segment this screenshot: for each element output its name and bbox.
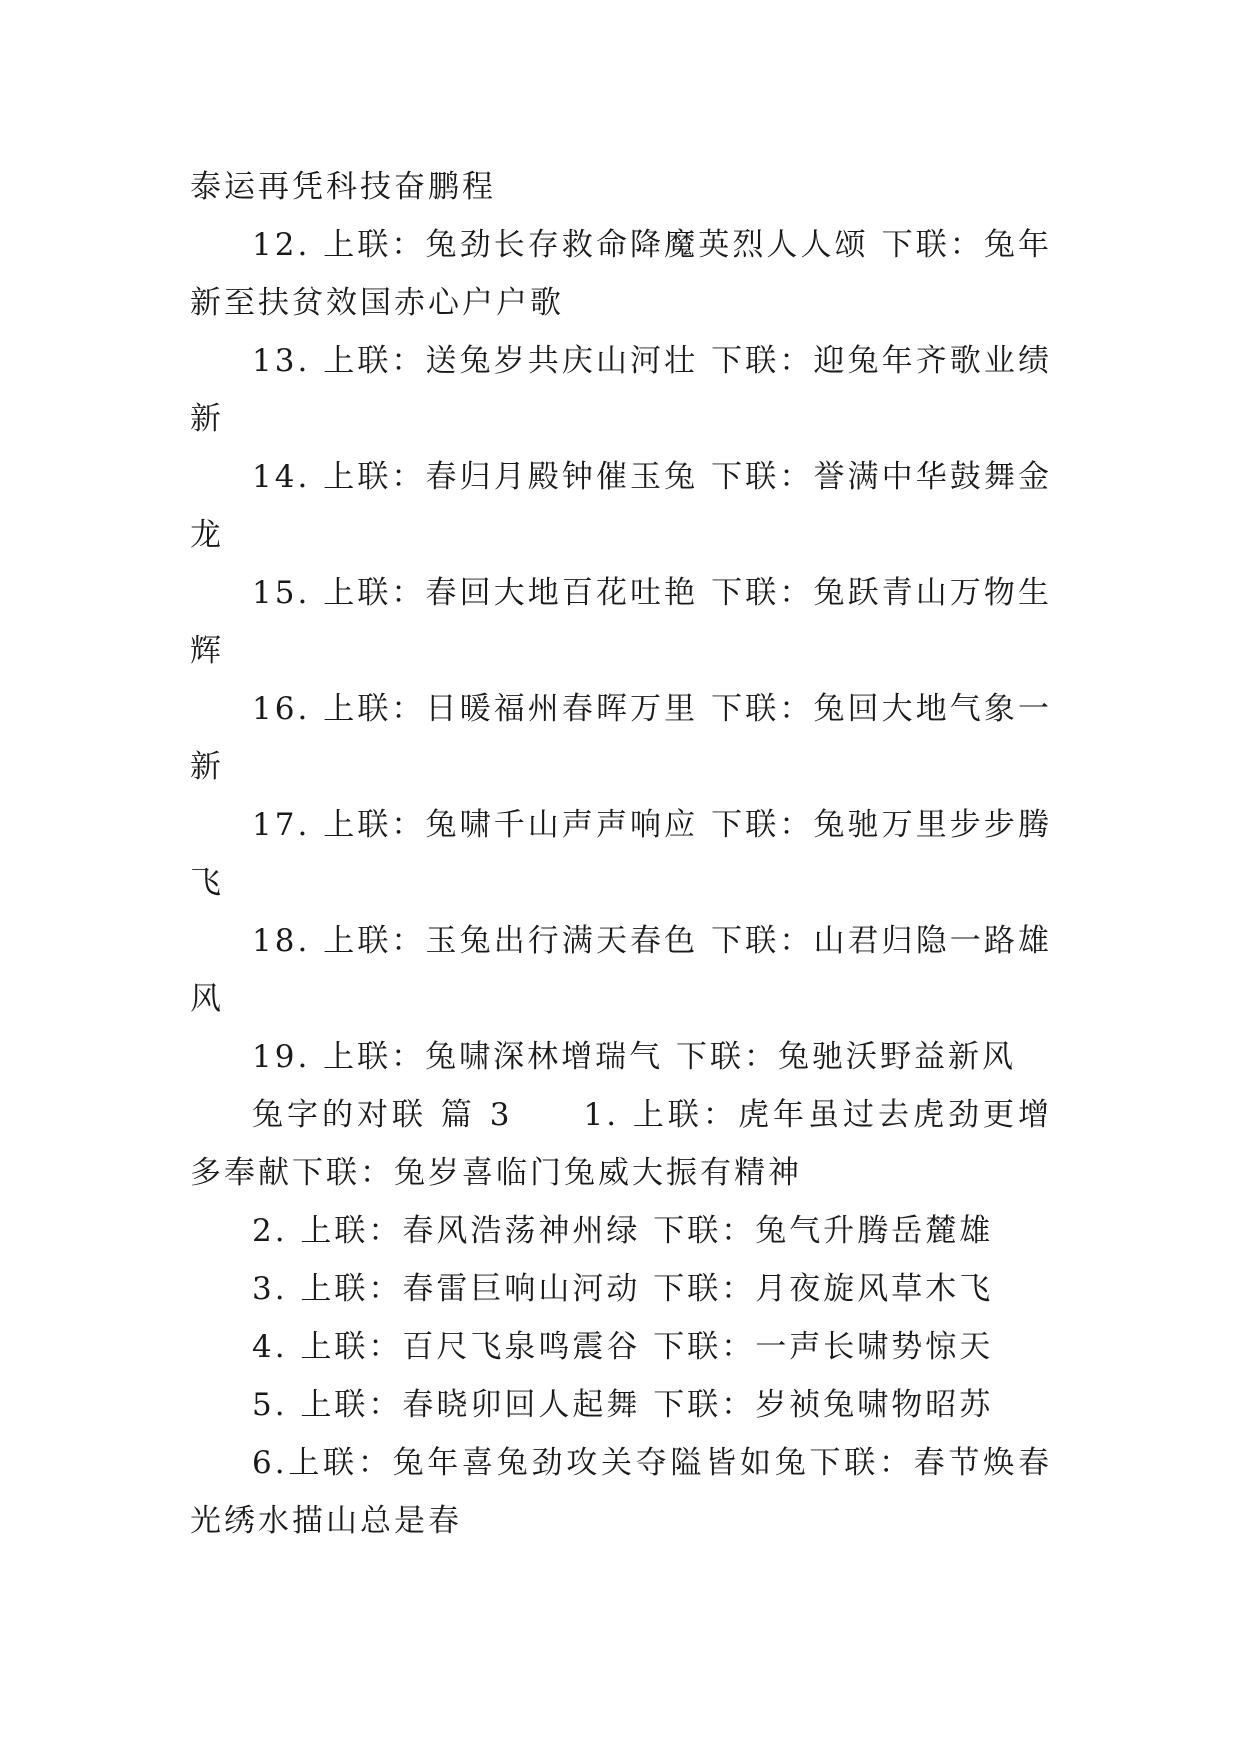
couplet-item-15: 15. 上联：春回大地百花吐艳 下联：兔跃青山万物生辉 bbox=[190, 575, 1052, 669]
couplet-item-13: 13. 上联：送兔岁共庆山河壮 下联：迎兔年齐歌业绩新 bbox=[190, 343, 1052, 437]
couplet-item-4: 4. 上联：百尺飞泉鸣震谷 下联：一声长啸势惊天 bbox=[252, 1329, 994, 1365]
couplet-item-12: 12. 上联：兔劲长存救命降魔英烈人人颂 下联：兔年新至扶贫效国赤心户户歌 bbox=[190, 227, 1052, 321]
couplet-item-19: 19. 上联：兔啸深林增瑞气 下联：兔驰沃野益新风 bbox=[252, 1039, 1017, 1075]
couplet-item-2: 2. 上联：春风浩荡神州绿 下联：兔气升腾岳麓雄 bbox=[252, 1213, 994, 1249]
couplet-item-16: 16. 上联：日暖福州春晖万里 下联：兔回大地气象一新 bbox=[190, 691, 1052, 785]
couplet-item-6: 6.上联：兔年喜兔劲攻关夺隘皆如兔下联：春节焕春光绣水描山总是春 bbox=[190, 1445, 1052, 1539]
couplet-item-17: 17. 上联：兔啸千山声声响应 下联：兔驰万里步步腾飞 bbox=[190, 807, 1052, 901]
couplet-item-18: 18. 上联：玉兔出行满天春色 下联：山君归隐一路雄风 bbox=[190, 923, 1052, 1017]
couplet-item-5: 5. 上联：春晓卯回人起舞 下联：岁祯兔啸物昭苏 bbox=[252, 1387, 994, 1423]
couplet-item-14: 14. 上联：春归月殿钟催玉兔 下联：誉满中华鼓舞金龙 bbox=[190, 459, 1052, 553]
couplet-item-3: 3. 上联：春雷巨响山河动 下联：月夜旋风草木飞 bbox=[252, 1271, 994, 1307]
document-body bbox=[190, 158, 1052, 1550]
section-heading-with-couplet-1: 兔字的对联 篇 3 1. 上联：虎年虽过去虎劲更增多奉献下联：兔岁喜临门兔威大振有精神 bbox=[190, 1097, 1052, 1191]
paragraph: 泰运再凭科技奋鹏程 bbox=[190, 169, 496, 205]
